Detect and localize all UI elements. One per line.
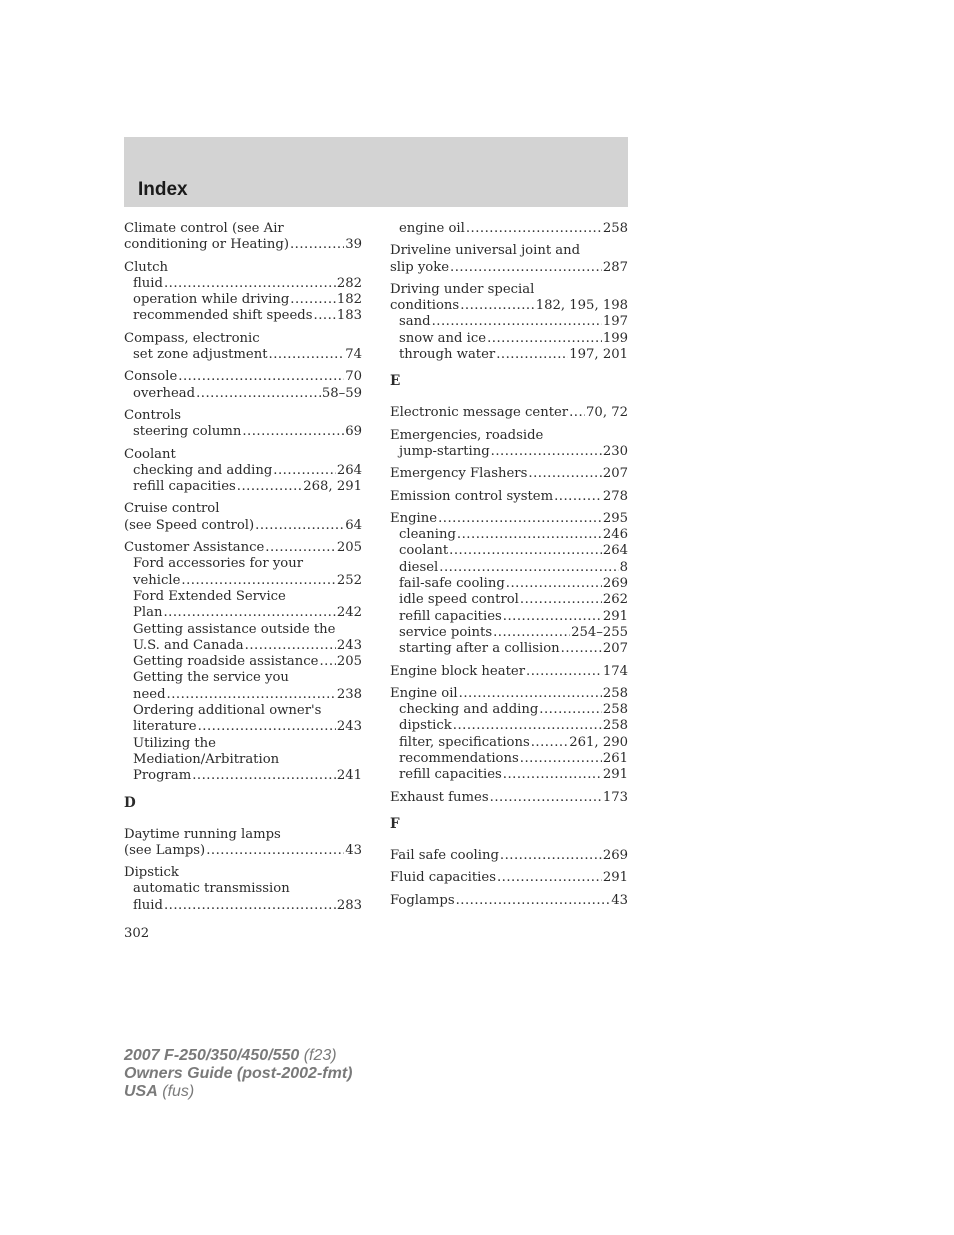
index-subentry-line	[124, 719, 362, 735]
entry-term: starting after a collision	[399, 641, 560, 657]
entry-term: Fail safe cooling	[390, 847, 499, 863]
index-entry-line	[390, 893, 628, 909]
dot-leader	[164, 898, 336, 914]
index-entry	[390, 243, 628, 276]
index-subentry-line	[390, 527, 628, 543]
entry-term: Fluid capacities	[390, 870, 496, 886]
entry-page-ref: 199	[602, 330, 628, 346]
dot-leader	[439, 560, 618, 576]
entry-page-ref: 207	[602, 466, 628, 482]
dot-leader	[539, 702, 602, 718]
dot-leader	[520, 592, 602, 608]
index-subentry-line	[124, 605, 362, 621]
dot-leader	[503, 767, 602, 783]
dot-leader	[163, 605, 335, 621]
entry-term: Engine oil	[390, 685, 458, 701]
dot-leader	[242, 424, 344, 440]
entry-page-ref: 258	[602, 702, 628, 718]
index-entry	[390, 221, 628, 237]
entry-term: dipstick	[399, 718, 452, 734]
dot-leader	[457, 527, 602, 543]
index-header-band	[124, 137, 628, 207]
entry-term: refill capacities	[399, 608, 502, 624]
index-subentry-line	[124, 589, 362, 605]
index-subentry-line	[124, 463, 362, 479]
entry-term: Compass, electronic	[124, 330, 260, 346]
dot-leader	[453, 718, 602, 734]
entry-page-ref: 291	[602, 870, 628, 886]
entry-term: Getting the service you	[133, 670, 289, 686]
entry-page-ref: 243	[336, 637, 362, 653]
dot-leader	[449, 543, 602, 559]
dot-leader	[265, 540, 336, 556]
entry-term: U.S. and Canada	[133, 637, 244, 653]
index-subentry-line	[124, 556, 362, 572]
entry-term: Mediation/Arbitration	[133, 751, 280, 767]
entry-term: filter, specifications	[399, 734, 530, 750]
entry-term: Plan	[133, 605, 163, 621]
entry-term: Foglamps	[390, 892, 455, 908]
entry-page-ref: 291	[602, 608, 628, 624]
index-subentry-line	[390, 576, 628, 592]
entry-page-ref: 269	[602, 847, 628, 863]
dot-leader	[269, 347, 345, 363]
index-subentry-line	[124, 654, 362, 670]
index-entry-line	[124, 865, 362, 881]
index-entry-line	[390, 298, 628, 314]
entry-term: (see Speed control)	[124, 517, 255, 533]
index-subentry-line	[124, 703, 362, 719]
index-subentry-line	[390, 641, 628, 657]
index-section-letter: D	[124, 794, 136, 811]
entry-page-ref: 246	[602, 527, 628, 543]
index-entry-line	[124, 843, 362, 859]
entry-term: fail-safe cooling	[399, 576, 505, 592]
entry-term: Engine block heater	[390, 663, 526, 679]
dot-leader	[198, 719, 336, 735]
dot-leader	[531, 735, 569, 751]
index-subentry-line	[390, 702, 628, 718]
index-subentry-line	[124, 898, 362, 914]
entry-term: operation while driving	[133, 292, 290, 308]
dot-leader	[245, 638, 336, 654]
index-entry	[390, 664, 628, 680]
index-subentry-line	[124, 638, 362, 654]
entry-term: Getting assistance outside the	[133, 621, 336, 637]
entry-term: steering column	[133, 424, 242, 440]
entry-term: Driveline universal joint and	[390, 243, 581, 259]
entry-page-ref: 283	[336, 897, 362, 913]
dot-leader	[456, 893, 611, 909]
index-subentry-line	[124, 752, 362, 768]
footer-guide: Owners Guide (post-2002-fmt)	[124, 1065, 353, 1082]
entry-page-ref: 242	[336, 605, 362, 621]
entry-term: recommended shift speeds	[133, 308, 313, 324]
index-entry	[124, 260, 362, 325]
dot-leader	[450, 260, 602, 276]
dot-leader	[503, 609, 602, 625]
index-entry-line	[390, 790, 628, 806]
footer-model-code: (f23)	[303, 1047, 337, 1064]
index-subentry-line	[124, 479, 362, 495]
entry-page-ref: 262	[602, 592, 628, 608]
entry-term: set zone adjustment	[133, 347, 268, 363]
index-subentry-line	[124, 622, 362, 638]
dot-leader	[438, 511, 602, 527]
entry-term: Console	[124, 369, 178, 385]
entry-term: Daytime running lamps	[124, 826, 281, 842]
entry-term: diesel	[399, 559, 439, 575]
entry-term: refill capacities	[399, 767, 502, 783]
entry-page-ref: 39	[345, 237, 362, 253]
index-entry-line	[124, 501, 362, 517]
index-subentry-line	[124, 736, 362, 752]
index-entry-line	[390, 511, 628, 527]
index-subentry-line	[124, 386, 362, 402]
entry-term: Utilizing the	[133, 735, 216, 751]
entry-page-ref: 261	[602, 751, 628, 767]
entry-page-ref: 230	[602, 443, 628, 459]
entry-term: Coolant	[124, 446, 176, 462]
index-entry	[390, 870, 628, 886]
dot-leader	[506, 576, 602, 592]
index-entry-line	[390, 405, 628, 421]
index-entry-line	[124, 447, 362, 463]
entry-page-ref: 69	[345, 424, 362, 440]
entry-page-ref: 243	[336, 719, 362, 735]
index-entry	[124, 221, 362, 254]
entry-page-ref: 58–59	[321, 385, 362, 401]
entry-term: Driving under special	[390, 281, 535, 297]
entry-term: Exhaust fumes	[390, 789, 489, 805]
index-entry-line	[390, 686, 628, 702]
entry-term: (see Lamps)	[124, 842, 206, 858]
entry-term: Customer Assistance	[124, 540, 265, 556]
index-subentry-line	[124, 276, 362, 292]
index-subentry-line	[124, 881, 362, 897]
index-entry-line	[124, 237, 362, 253]
entry-page-ref: 74	[345, 347, 362, 363]
dot-leader	[459, 686, 602, 702]
index-entry-line	[124, 331, 362, 347]
entry-term: Emission control system	[390, 488, 554, 504]
entry-term: vehicle	[133, 572, 181, 588]
entry-page-ref: 197	[602, 314, 628, 330]
entry-page-ref: 261, 290	[569, 734, 628, 750]
index-subentry-line	[390, 718, 628, 734]
document-footer	[124, 1047, 352, 1101]
entry-term: fluid	[133, 897, 163, 913]
index-subentry-line	[390, 592, 628, 608]
entry-page-ref: 207	[602, 641, 628, 657]
entry-page-ref: 70	[345, 369, 362, 385]
entry-term: conditions	[390, 298, 460, 314]
index-entry	[124, 331, 362, 364]
entry-page-ref: 197, 201	[569, 347, 628, 363]
index-entry-line	[124, 540, 362, 556]
entry-term: need	[133, 686, 166, 702]
dot-leader	[273, 463, 336, 479]
entry-page-ref: 252	[336, 572, 362, 588]
entry-term: through water	[399, 347, 496, 363]
entry-term: Cruise control	[124, 501, 220, 517]
index-entry	[124, 827, 362, 860]
dot-leader	[178, 369, 344, 385]
entry-page-ref: 70, 72	[586, 405, 628, 421]
index-entry-line	[390, 428, 628, 444]
entry-term: Clutch	[124, 259, 168, 275]
index-subentry-line	[124, 424, 362, 440]
index-entry-line	[390, 282, 628, 298]
entry-term: checking and adding	[133, 462, 273, 478]
dot-leader	[496, 347, 568, 363]
index-entry-line	[124, 260, 362, 276]
dot-leader	[490, 790, 602, 806]
index-entry-line	[390, 848, 628, 864]
dot-leader	[528, 466, 601, 482]
index-entry	[390, 282, 628, 363]
index-entry-line	[124, 221, 362, 237]
index-entry	[390, 686, 628, 784]
index-subentry-line	[390, 735, 628, 751]
index-subentry-line	[390, 221, 628, 237]
dot-leader	[290, 237, 344, 253]
dot-leader	[192, 768, 336, 784]
dot-leader	[526, 664, 602, 680]
index-entry	[390, 428, 628, 461]
entry-term: snow and ice	[399, 330, 487, 346]
entry-page-ref: 278	[602, 488, 628, 504]
dot-leader	[493, 625, 570, 641]
index-entry-line	[390, 489, 628, 505]
index-entry-line	[390, 664, 628, 680]
entry-term: Ford Extended Service	[133, 588, 286, 604]
index-entry	[390, 893, 628, 909]
index-entry	[124, 540, 362, 784]
entry-page-ref: 173	[602, 789, 628, 805]
entry-term: overhead	[133, 385, 196, 401]
dot-leader	[500, 848, 602, 864]
dot-leader	[432, 314, 602, 330]
index-section-letter: E	[390, 373, 401, 390]
dot-leader	[206, 843, 344, 859]
index-subentry-line	[124, 347, 362, 363]
dot-leader	[237, 479, 302, 495]
index-entry	[390, 511, 628, 658]
index-subentry-line	[390, 543, 628, 559]
entry-term: engine oil	[399, 221, 465, 236]
entry-term: Electronic message center	[390, 405, 569, 421]
entry-page-ref: 254–255	[571, 624, 628, 640]
dot-leader	[290, 292, 336, 308]
index-entry-line	[124, 827, 362, 843]
index-entry	[390, 848, 628, 864]
entry-page-ref: 64	[345, 517, 362, 533]
entry-term: Climate control (see Air	[124, 221, 284, 236]
entry-page-ref: 287	[602, 259, 628, 275]
dot-leader	[181, 573, 335, 589]
entry-page-ref: 43	[345, 842, 362, 858]
dot-leader	[466, 221, 602, 237]
index-entry	[124, 501, 362, 534]
entry-page-ref: 258	[602, 685, 628, 701]
index-section-letter: F	[390, 815, 400, 832]
index-subentry-line	[124, 292, 362, 308]
entry-page-ref: 43	[611, 892, 628, 908]
dot-leader	[255, 518, 344, 534]
entry-page-ref: 241	[336, 768, 362, 784]
index-entry	[390, 466, 628, 482]
entry-term: Ordering additional owner's	[133, 703, 322, 719]
entry-term: Engine	[390, 510, 438, 526]
entry-page-ref: 258	[602, 718, 628, 734]
index-subentry-line	[390, 560, 628, 576]
entry-term: Getting roadside assistance	[133, 654, 319, 670]
entry-term: Ford accessories for your	[133, 556, 304, 572]
footer-model: 2007 F-250/350/450/550	[124, 1047, 300, 1064]
entry-term: jump-starting	[399, 443, 490, 459]
entry-term: sand	[399, 314, 431, 330]
entry-term: automatic transmission	[133, 881, 290, 897]
entry-page-ref: 183	[336, 308, 362, 324]
entry-term: recommendations	[399, 751, 519, 767]
entry-term: Emergencies, roadside	[390, 427, 544, 443]
dot-leader	[460, 298, 535, 314]
index-subentry-line	[390, 444, 628, 460]
entry-page-ref: 174	[602, 663, 628, 679]
entry-page-ref: 282	[336, 275, 362, 291]
entry-page-ref: 264	[602, 543, 628, 559]
entry-term: literature	[133, 719, 197, 735]
page-number: 302	[124, 926, 150, 941]
dot-leader	[554, 489, 602, 505]
entry-page-ref: 238	[336, 686, 362, 702]
index-subentry-line	[124, 768, 362, 784]
entry-term: Emergency Flashers	[390, 466, 528, 482]
index-entry	[124, 369, 362, 402]
entry-page-ref: 205	[336, 654, 362, 670]
index-entry	[390, 489, 628, 505]
dot-leader	[314, 308, 336, 324]
index-entry-line	[390, 243, 628, 259]
entry-term: checking and adding	[399, 702, 539, 718]
entry-page-ref: 258	[602, 221, 628, 236]
index-subentry-line	[124, 670, 362, 686]
entry-term: Controls	[124, 407, 182, 423]
entry-term: refill capacities	[133, 479, 236, 495]
entry-term: slip yoke	[390, 259, 450, 275]
entry-term: cleaning	[399, 527, 456, 543]
index-subentry-line	[390, 751, 628, 767]
entry-page-ref: 8	[619, 559, 628, 575]
entry-term: fluid	[133, 275, 163, 291]
index-subentry-line	[390, 347, 628, 363]
entry-page-ref: 205	[336, 540, 362, 556]
dot-leader	[164, 276, 336, 292]
dot-leader	[497, 870, 602, 886]
index-column-left	[124, 221, 362, 920]
index-subentry-line	[390, 767, 628, 783]
index-entry	[390, 405, 628, 421]
dot-leader	[491, 444, 602, 460]
dot-leader	[196, 386, 321, 402]
page-title: Index	[138, 179, 188, 200]
index-column-right	[390, 221, 628, 915]
dot-leader	[487, 331, 602, 347]
entry-term: idle speed control	[399, 592, 519, 608]
index-subentry-line	[124, 308, 362, 324]
footer-market: USA	[124, 1083, 158, 1100]
dot-leader	[167, 687, 336, 703]
entry-page-ref: 182	[336, 292, 362, 308]
index-subentry-line	[124, 687, 362, 703]
entry-page-ref: 268, 291	[303, 479, 362, 495]
index-entry-line	[390, 260, 628, 276]
index-entry-line	[390, 466, 628, 482]
footer-market-code: (fus)	[162, 1083, 195, 1100]
index-entry-line	[390, 870, 628, 886]
index-subentry-line	[390, 314, 628, 330]
entry-page-ref: 182, 195, 198	[535, 298, 628, 314]
index-entry	[390, 790, 628, 806]
entry-page-ref: 291	[602, 767, 628, 783]
index-entry-line	[124, 518, 362, 534]
index-entry-line	[124, 408, 362, 424]
index-entry	[124, 865, 362, 914]
index-entry	[124, 408, 362, 441]
entry-term: Dipstick	[124, 865, 179, 881]
entry-term: coolant	[399, 543, 449, 559]
dot-leader	[561, 641, 602, 657]
entry-term: service points	[399, 624, 493, 640]
entry-page-ref: 295	[602, 510, 628, 526]
index-entry-line	[124, 369, 362, 385]
index-subentry-line	[390, 609, 628, 625]
entry-page-ref: 264	[336, 462, 362, 478]
index-subentry-line	[390, 331, 628, 347]
dot-leader	[569, 405, 585, 421]
index-subentry-line	[390, 625, 628, 641]
index-entry	[124, 447, 362, 496]
dot-leader	[319, 654, 335, 670]
entry-term: conditioning or Heating)	[124, 237, 289, 253]
entry-term: Program	[133, 768, 192, 784]
dot-leader	[520, 751, 602, 767]
entry-page-ref: 269	[602, 576, 628, 592]
index-subentry-line	[124, 573, 362, 589]
